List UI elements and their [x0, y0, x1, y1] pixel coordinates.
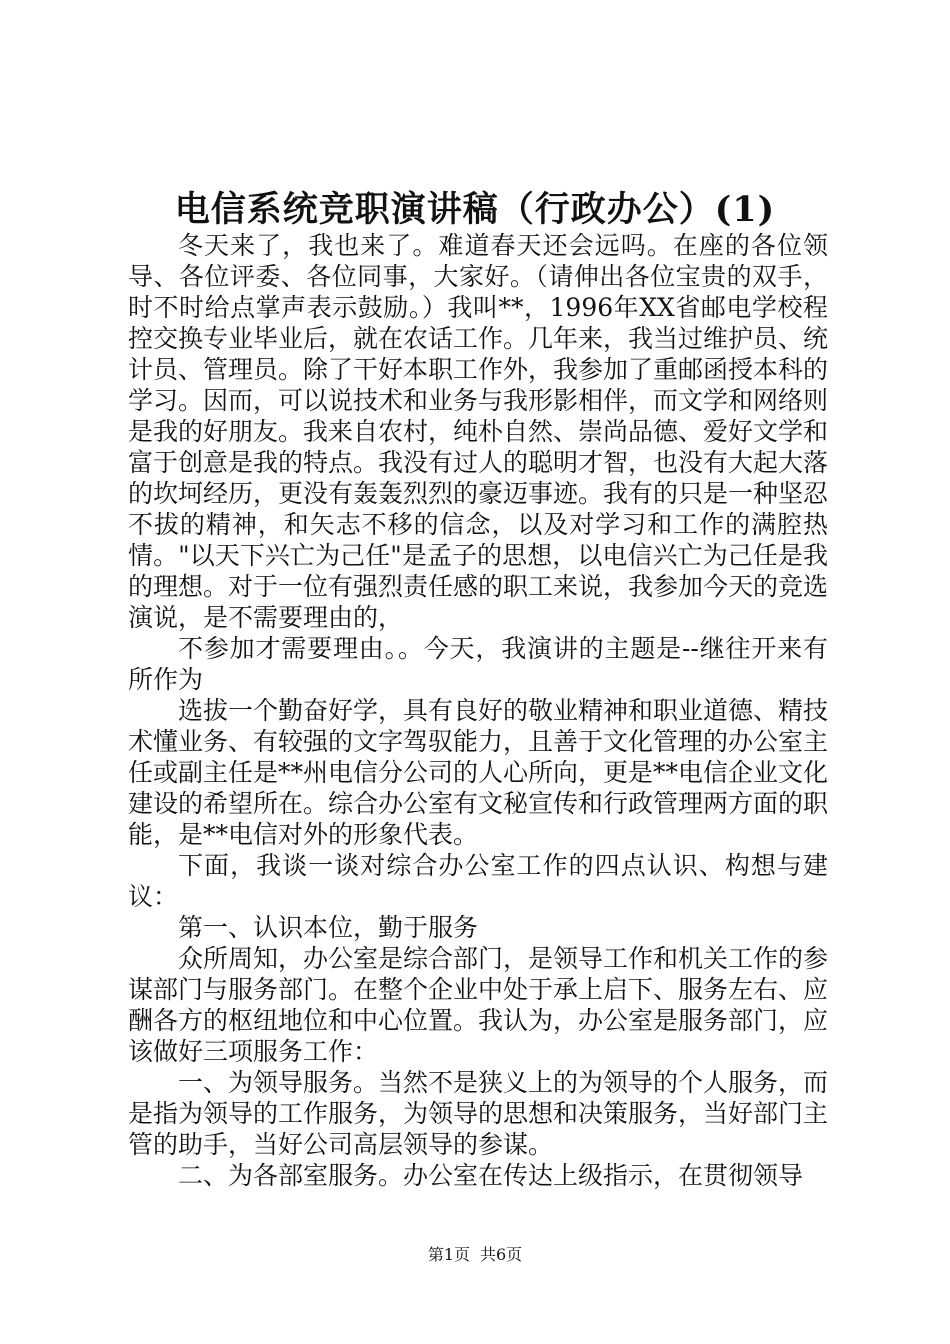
page-number: 第1页 — [427, 1245, 470, 1264]
page-footer — [0, 1244, 950, 1266]
paragraph: 不参加才需要理由。。今天，我演讲的主题是--继往开来有所作为 — [128, 634, 828, 694]
page-total: 共6页 — [480, 1245, 523, 1264]
paragraph: 冬天来了，我也来了。难道春天还会远吗。在座的各位领导、各位评委、各位同事，大家好。（请伸出各位宝贵的双手，时不时给点掌声表示鼓励。）我叫**，1996年XX省邮电学校程控交换专业毕业后，就在农话工作。几年来，我当过维护员、统计员、管理员。除了干好本职工作外，我参加了重邮函授本科的学习。因而，可以说技术和业务与我形影相伴，而文学和网络则是我的好朋友。我来自农村，纯朴自然、崇尚品德、爱好文学和富于创意是我的特点。我没有过人的聪明才智，也没有大起大落的坎坷经历，更没有轰轰烈烈的豪迈事迹。我有的只是一种坚忍不拔的精神，和矢志不移的信念，以及对学习和工作的满腔热情。"以天下兴亡为己任"是孟子的思想，以电信兴亡为己任是我的理想。对于一位有强烈责任感的职工来说，我参加今天的竞选演说，是不需要理由的， — [128, 231, 829, 632]
paragraph: 下面，我谈一谈对综合办公室工作的四点认识、构想与建议： — [128, 851, 828, 911]
document-title: 电信系统竞职演讲稿（行政办公）(1) — [174, 189, 776, 230]
paragraph: 一、为领导服务。当然不是狭义上的为领导的个人服务，而是指为领导的工作服务，为领导的思想和决策服务，当好部门主管的助手，当好公司高层领导的参谋。 — [128, 1068, 829, 1159]
paragraph: 众所周知，办公室是综合部门，是领导工作和机关工作的参谋部门与服务部门。在整个企业中处于承上启下、服务左右、应酬各方的枢纽地位和中心位置。我认为，办公室是服务部门，应该做好三项服务工作： — [128, 944, 829, 1066]
section-heading: 第一、认识本位，勤于服务 — [178, 913, 479, 942]
paragraph: 二、为各部室服务。办公室在传达上级指示，在贯彻领导 — [178, 1161, 804, 1190]
paragraph: 选拔一个勤奋好学，具有良好的敬业精神和职业道德、精技术懂业务、有较强的文字驾驭能力，且善于文化管理的办公室主任或副主任是**州电信分公司的人心所向，更是**电信企业文化建设的希望所在。综合办公室有文秘宣传和行政管理两方面的职能，是**电信对外的形象代表。 — [128, 696, 829, 849]
document-body — [128, 230, 828, 1191]
